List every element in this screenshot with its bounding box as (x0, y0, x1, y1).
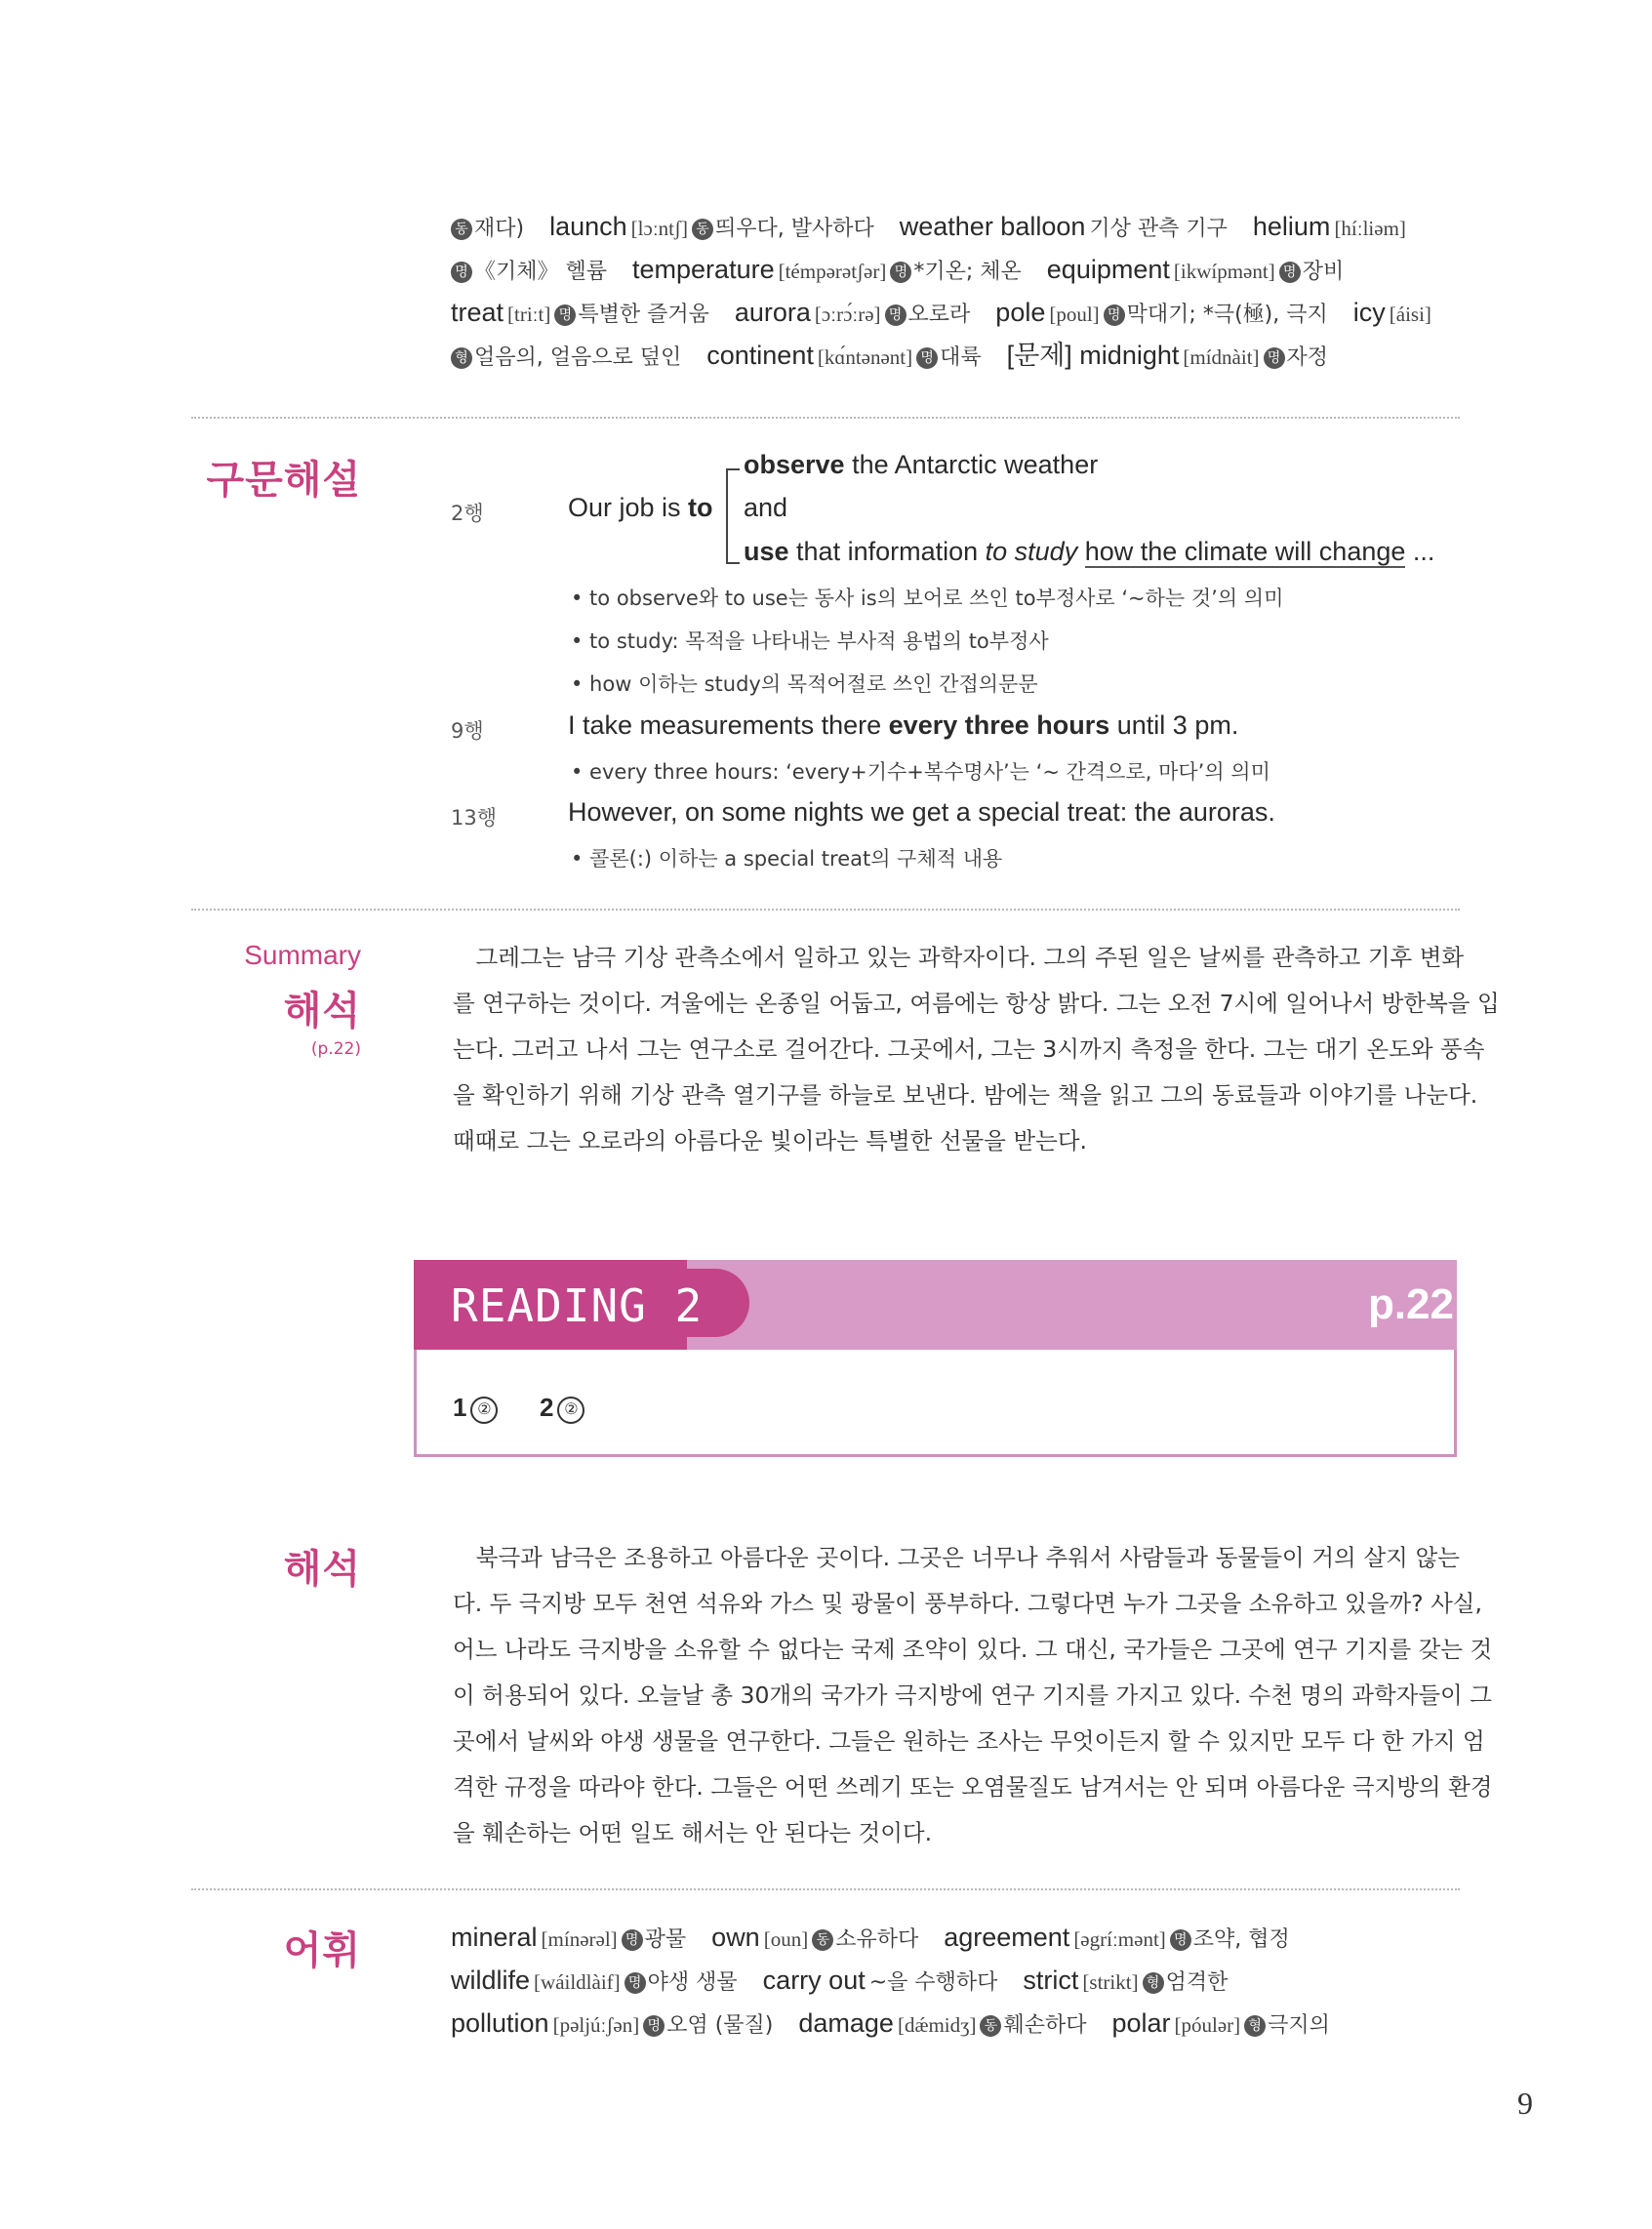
pronunciation: [mínərəl] (541, 1927, 618, 1951)
branch-observe: observe the Antarctic weather (744, 450, 1099, 479)
meaning: 기상 관측 기구 (1089, 217, 1228, 241)
answer-choice: ② (557, 1397, 584, 1424)
vocab-word: carry out (762, 1966, 866, 1995)
pronunciation: [kɑ́ntənənt] (817, 345, 913, 369)
vocab-word: icy (1352, 298, 1386, 327)
vocab-word: temperature (632, 255, 775, 284)
vocab-line (451, 1966, 1228, 1998)
reading-page-ref: p.22 (1367, 1280, 1454, 1328)
divider (191, 417, 1460, 419)
part-of-speech-badge: 동 (451, 219, 472, 240)
meaning: ~을 수행하다 (868, 1970, 998, 1995)
branch-use: use that information to study how the climate will change ... (744, 537, 1435, 566)
grammar-note: • every three hours: ‘every+기수+복수명사’는 ‘~ 간격으로, 마다’의 의미 (571, 760, 1270, 784)
part-of-speech-badge: 명 (554, 304, 576, 326)
meaning: 훼손하다 (1003, 2013, 1087, 2038)
meaning: 오염 (물질) (666, 2013, 774, 2038)
part-of-speech-badge: 명 (885, 304, 907, 326)
grammar-title: 구문해설 (206, 458, 361, 503)
meaning: 띄우다, 발사하다 (714, 217, 874, 241)
grammar-note: • 콜론(:) 이하는 a special treat의 구체적 내용 (571, 847, 1003, 871)
part-of-speech-badge: 명 (1104, 304, 1125, 326)
part-of-speech-badge: 명 (451, 262, 472, 283)
vocab-word: own (711, 1923, 760, 1952)
grammar-note: • how 이하는 study의 목적어절로 쓰인 간접의문문 (571, 672, 1038, 696)
answer-key: 1 ② 2 ② (453, 1393, 584, 1424)
vocab-title: 어휘 (283, 1928, 361, 1973)
pronunciation: [lɔːntʃ] (630, 217, 688, 240)
vocab-word: pole (995, 298, 1046, 327)
vocab-line (451, 1923, 1290, 1955)
part-of-speech-badge: 형 (1244, 2015, 1266, 2037)
line-number-label: 9행 (451, 719, 484, 743)
translation-paragraph: 북극과 남극은 조용하고 아름다운 곳이다. 그곳은 너무나 추워서 사람들과 동물들이 거의 살지 않는 다. 두 극지방 모두 천연 석유와 가스 및 광물이 풍부하다. 그렇다면 누가 그곳을 소유하고 있을까? 사실, 어느 나라도 극지방을 소유할 수 없다는 국제 조약이 있다. 그 대신, 국가들은 그곳에 연구 기지를 갖는 것 이 허용되어 있다. 오늘날 총 30개의 국가가 극지방에 연구 기지를 가지고 있다. 수천 명의 과학자들이 그 곳에서 날씨와 야생 생물을 연구한다. 그들은 원하는 조사는 무엇이든지 할 수 있지만 모두 다 한 가지 엄 격한 규정을 따라야 한다. 그들은 어떤 쓰레기 또는 오염물질도 남겨서는 안 되며 아름다운 극지방의 환경 을 훼손하는 어떤 일도 해서는 안 된다는 것이다. (453, 1544, 1493, 1846)
pronunciation: [poul] (1049, 303, 1100, 326)
meaning: 자정 (1286, 345, 1329, 370)
vocab-line (451, 255, 1344, 287)
meaning: 특별한 즐거움 (578, 303, 709, 327)
part-of-speech-badge: 명 (1279, 262, 1301, 283)
vocab-word: equipment (1046, 255, 1170, 284)
page-reference: (p.22) (310, 1039, 361, 1059)
reading-title: READING 2 (451, 1279, 704, 1332)
part-of-speech-badge: 명 (890, 262, 911, 283)
pronunciation: [áisi] (1389, 303, 1431, 326)
divider (191, 909, 1460, 911)
summary-title: Summary (244, 940, 361, 970)
pronunciation: [híːliəm] (1334, 217, 1406, 240)
meaning: 극지의 (1268, 2013, 1330, 2038)
vocab-line (451, 298, 1431, 330)
pronunciation: [ikwípmənt] (1173, 260, 1275, 283)
vocab-word: pollution (451, 2008, 549, 2038)
page-number: 9 (1517, 2086, 1533, 2121)
vocab-word: treat (451, 298, 504, 327)
line-number-label: 13행 (451, 806, 498, 830)
vocab-word: strict (1023, 1966, 1079, 1995)
grammar-note: • to study: 목적을 나타내는 부사적 용법의 to부정사 (571, 629, 1049, 653)
summary-paragraph: 그레그는 남극 기상 관측소에서 일하고 있는 과학자이다. 그의 주된 일은 날씨를 관측하고 기후 변화 를 연구하는 것이다. 겨울에는 온종일 어둡고, 여름에는 항상 밝다. 그는 오전 7시에 일어나서 방한복을 입 는다. 그러고 나서 그는 연구소로 걸어간다. 그곳에서, 그는 3시까지 측정을 한다. 그는 대기 온도와 풍속 을 확인하기 위해 기상 관측 열기구를 하늘로 보낸다. 밤에는 책을 읽고 그의 동료들과 이야기를 나눈다. 때때로 그는 오로라의 아름다운 빛이라는 특별한 선물을 받는다. (453, 944, 1500, 1155)
part-of-speech-badge: 형 (1143, 1972, 1164, 1994)
part-of-speech-badge: 동 (692, 219, 713, 240)
summary-subtitle: 해석 (283, 989, 361, 1033)
vocab-word: helium (1252, 212, 1331, 241)
pronunciation: [témpərətʃər] (778, 260, 887, 283)
vocab-word: mineral (451, 1923, 538, 1952)
meaning: 대륙 (940, 345, 982, 370)
branch-and: and (744, 493, 788, 522)
meaning: *기온; 체온 (913, 260, 1022, 284)
meaning: 오로라 (907, 303, 971, 327)
vocab-word: agreement (944, 1923, 1070, 1952)
vocab-word: aurora (734, 298, 811, 327)
meaning: 야생 생물 (647, 1970, 738, 1995)
meaning: 엄격한 (1165, 1970, 1229, 1995)
vocab-word: [문제] midnight (1006, 341, 1180, 370)
meaning: 광물 (644, 1927, 687, 1952)
vocab-word: polar (1111, 2008, 1171, 2038)
meaning: 《기체》 헬륨 (474, 260, 608, 284)
bracket (726, 468, 740, 564)
vocab-word: continent (706, 341, 814, 370)
part-of-speech-badge: 명 (625, 1972, 646, 1994)
part-of-speech-badge: 동 (812, 1929, 833, 1951)
pronunciation: [wáildlàif] (534, 1970, 621, 1994)
vocab-word: damage (798, 2008, 894, 2038)
grammar-sentence-1: Our job is to (568, 493, 713, 522)
pronunciation: [ɔːrɔ́ːrə] (814, 303, 881, 326)
part-of-speech-badge: 형 (451, 347, 472, 369)
translation-title: 해석 (283, 1547, 361, 1592)
vocab-line (451, 341, 1328, 373)
grammar-sentence-2: I take measurements there every three hours until 3 pm. (568, 710, 1239, 740)
vocab-word: launch (549, 212, 627, 241)
grammar-sentence-3: However, on some nights we get a special treat: the auroras. (568, 797, 1275, 827)
part-of-speech-badge: 동 (980, 2015, 1001, 2037)
part-of-speech-badge: 명 (916, 347, 938, 369)
vocab-word: wildlife (451, 1966, 531, 1995)
part-of-speech-badge: 명 (1170, 1929, 1191, 1951)
pronunciation: [póulər] (1174, 2013, 1241, 2037)
pronunciation: [triːt] (507, 303, 551, 326)
answer-choice: ② (470, 1397, 498, 1424)
pronunciation: [dǽmidʒ] (897, 2013, 977, 2037)
part-of-speech-badge: 명 (622, 1929, 643, 1951)
grammar-note: • to observe와 to use는 동사 is의 보어로 쓰인 to부정사로 ‘~하는 것’의 의미 (571, 587, 1284, 610)
pronunciation: [mídnàit] (1183, 345, 1260, 369)
meaning: 막대기; *극(極), 극지 (1126, 303, 1328, 327)
pronunciation: [pəljúːʃən] (552, 2013, 640, 2037)
meaning: 얼음의, 얼음으로 덮인 (474, 345, 682, 370)
part-of-speech-badge: 명 (1264, 347, 1285, 369)
meaning: 장비 (1302, 260, 1345, 284)
pronunciation: [əgríːmənt] (1073, 1927, 1166, 1951)
vocab-line (451, 2008, 1330, 2041)
meaning: 조약, 협정 (1192, 1927, 1290, 1952)
vocab-line (451, 212, 1406, 244)
meaning: 소유하다 (835, 1927, 919, 1952)
meaning: 재다) (474, 217, 525, 241)
pronunciation: [strikt] (1082, 1970, 1139, 1994)
part-of-speech-badge: 명 (643, 2015, 665, 2037)
line-number-label: 2행 (451, 502, 484, 525)
pronunciation: [oun] (763, 1927, 809, 1951)
divider (191, 1888, 1460, 1890)
vocab-word: weather balloon (899, 212, 1086, 241)
